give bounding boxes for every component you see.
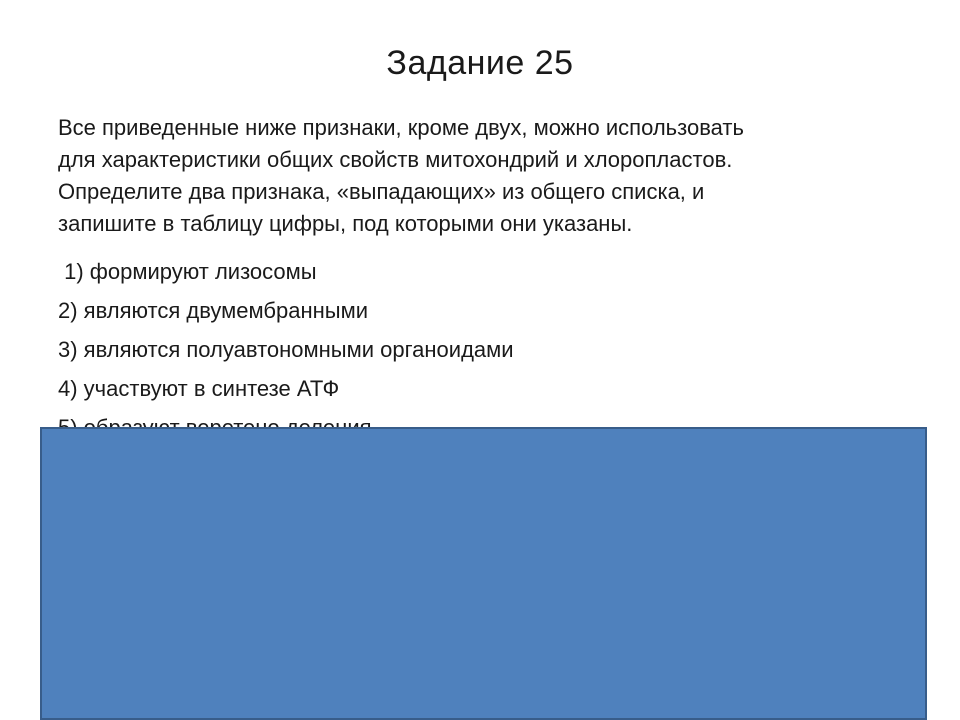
option-2: 2) являются двумембранными xyxy=(58,298,369,323)
slide-title: Задание 25 xyxy=(386,44,574,82)
task-instruction: Все приведенные ниже признаки, кроме двух, можно использовать для характеристики общих свойств митохондрий и хлоропластов. Определите два признака, «выпадающих» из общего списка, и запишите в таблицу цифры, под которыми они указаны. xyxy=(58,115,744,236)
option-1: 1) формируют лизосомы xyxy=(58,259,317,284)
option-4: 4) участвуют в синтезе АТФ xyxy=(58,376,340,401)
slide-body xyxy=(58,112,918,447)
option-3: 3) являются полуавтономными органоидами xyxy=(58,337,514,362)
answer-cover-rectangle xyxy=(40,427,927,720)
